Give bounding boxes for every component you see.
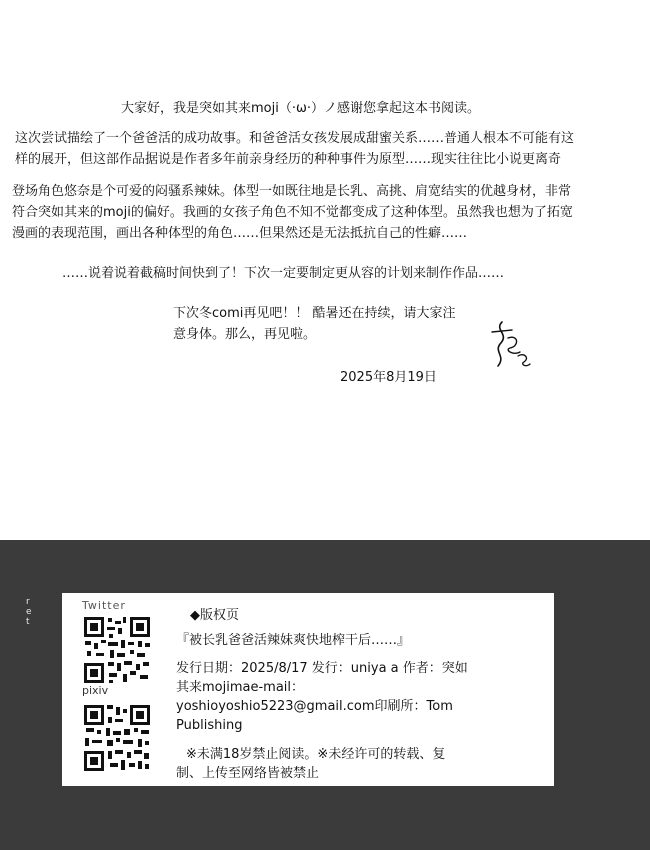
side-glyph: e (26, 607, 32, 617)
qr-code-icon (82, 615, 152, 685)
publication-info-line-2: 其来mojimae-mail： (176, 680, 305, 695)
side-glyph: t (26, 617, 30, 627)
afterword-paragraph-4-line-2: 意身体。那么，再见啦。 (173, 327, 317, 342)
afterword-paragraph-1-line-1: 这次尝试描绘了一个爸爸活的成功故事。和爸爸活女孩发展成甜蜜关系……普通人根本不可能有这 (15, 131, 575, 146)
side-glyph: r (26, 597, 30, 607)
work-title: 『被长乳爸爸活辣妹爽快地榨干后……』 (176, 633, 411, 648)
afterword-paragraph-1-line-2: 样的展开，但这部作品据说是作者多年前亲身经历的种种事件为原型……现实往往比小说更离奇 (15, 152, 562, 167)
side-glyphs (26, 598, 32, 628)
qr-code-icon (82, 703, 152, 773)
copyright-heading: ◆版权页 (190, 608, 239, 623)
pixiv-label: pixiv (82, 684, 109, 697)
publication-info-line-3: yoshioyoshio5223@gmail.com印刷所：Tom (176, 699, 453, 714)
afterword-paragraph-3: ……说着说着截稿时间快到了！下次一定要制定更从容的计划来制作作品…… (62, 266, 505, 281)
publication-info-line-4: Publishing (176, 718, 243, 733)
copyright-card (62, 593, 554, 786)
age-warning-line-1: ※未满18岁禁止阅读。※未经许可的转载、复 (186, 747, 446, 762)
age-warning-line-2: 制、上传至网络皆被禁止 (176, 766, 320, 781)
afterword-paragraph-4-line-1: 下次冬comi再见吧！！ 酷暑还在持续，请大家注 (173, 306, 456, 321)
afterword-date: 2025年8月19日 (340, 370, 437, 385)
twitter-qr-code (82, 615, 152, 685)
pixiv-qr-code (82, 703, 152, 773)
afterword-paragraph-2-line-1: 登场角色悠奈是个可爱的闷骚系辣妹。体型一如既往地是长乳、高挑、肩宽结实的优越身材，非常 (12, 184, 572, 199)
afterword-greeting: 大家好，我是突如其来moji（·ω·）ノ感谢您拿起这本书阅读。 (121, 101, 480, 116)
signature-mark (488, 318, 534, 370)
twitter-label: Twitter (82, 599, 126, 612)
afterword-paragraph-2-line-3: 漫画的表现范围，画出各种体型的角色……但果然还是无法抵抗自己的性癖…… (12, 226, 468, 241)
afterword-paragraph-2-line-2: 符合突如其来的moji的偏好。我画的女孩子角色不知不觉都变成了这种体型。虽然我也想为了拓宽 (12, 205, 573, 220)
publication-info-line-1: 发行日期：2025/8/17 发行：uniya a 作者：突如 (176, 661, 468, 676)
